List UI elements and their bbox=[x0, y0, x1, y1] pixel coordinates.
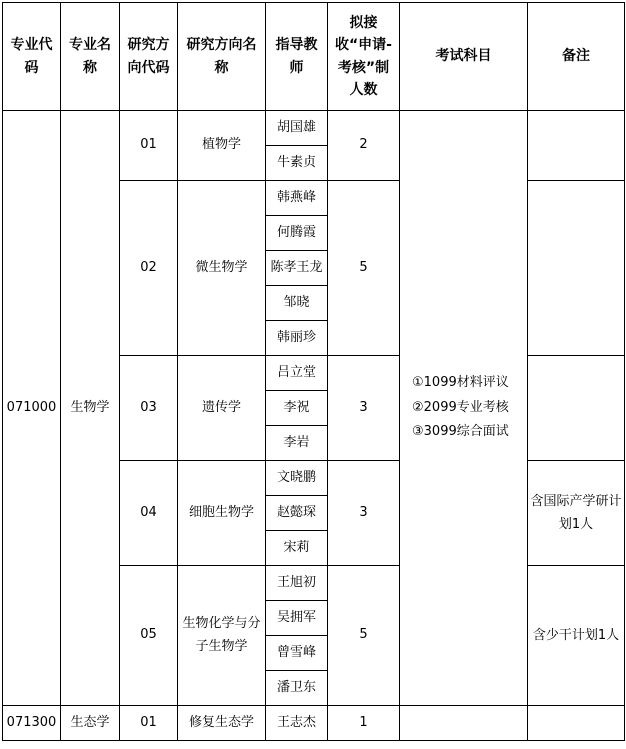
direction-code-cell: 03 bbox=[120, 356, 178, 461]
count-cell: 1 bbox=[328, 706, 400, 741]
header-planned-enrollment: 拟接收“申请-考核”制人数 bbox=[328, 3, 400, 111]
direction-name-cell: 细胞生物学 bbox=[178, 461, 266, 566]
remark-cell bbox=[528, 706, 625, 741]
supervisor-cell: 牛素贞 bbox=[266, 146, 328, 181]
exam-subjects-cell bbox=[400, 111, 528, 706]
header-supervisor: 指导教师 bbox=[266, 3, 328, 111]
supervisor-cell: 赵懿琛 bbox=[266, 496, 328, 531]
supervisor-cell: 胡国雄 bbox=[266, 111, 328, 146]
direction-name-cell: 生物化学与分子生物学 bbox=[178, 566, 266, 706]
supervisor-cell: 李岩 bbox=[266, 426, 328, 461]
direction-name-cell: 微生物学 bbox=[178, 181, 266, 356]
count-cell: 3 bbox=[328, 356, 400, 461]
count-cell: 2 bbox=[328, 111, 400, 181]
major-code-cell: 071000 bbox=[3, 111, 61, 706]
supervisor-cell: 邹晓 bbox=[266, 286, 328, 321]
supervisor-cell: 韩燕峰 bbox=[266, 181, 328, 216]
remark-cell bbox=[528, 111, 625, 181]
direction-name-cell: 修复生态学 bbox=[178, 706, 266, 741]
supervisor-cell: 陈孝王龙 bbox=[266, 251, 328, 286]
supervisor-cell: 何腾霞 bbox=[266, 216, 328, 251]
exam-subjects-cell bbox=[400, 706, 528, 741]
count-cell: 5 bbox=[328, 181, 400, 356]
header-direction-code: 研究方向代码 bbox=[120, 3, 178, 111]
direction-code-cell: 01 bbox=[120, 111, 178, 181]
table-row bbox=[3, 111, 625, 146]
supervisor-cell: 宋莉 bbox=[266, 531, 328, 566]
direction-name-cell: 遗传学 bbox=[178, 356, 266, 461]
header-major-code: 专业代码 bbox=[3, 3, 61, 111]
remark-cell bbox=[528, 356, 625, 461]
count-cell: 5 bbox=[328, 566, 400, 706]
exam-subject-2: ②2099专业考核 bbox=[412, 399, 509, 415]
supervisor-cell: 韩丽珍 bbox=[266, 321, 328, 356]
supervisor-cell: 吕立堂 bbox=[266, 356, 328, 391]
direction-code-cell: 05 bbox=[120, 566, 178, 706]
header-remarks: 备注 bbox=[528, 3, 625, 111]
remark-cell: 含少干计划1人 bbox=[528, 566, 625, 706]
supervisor-cell: 吴拥军 bbox=[266, 601, 328, 636]
header-direction-name: 研究方向名称 bbox=[178, 3, 266, 111]
supervisor-cell: 潘卫东 bbox=[266, 671, 328, 706]
supervisor-cell: 李祝 bbox=[266, 391, 328, 426]
direction-code-cell: 01 bbox=[120, 706, 178, 741]
remark-cell: 含国际产学研计划1人 bbox=[528, 461, 625, 566]
supervisor-cell: 王旭初 bbox=[266, 566, 328, 601]
table-row bbox=[3, 706, 625, 741]
direction-name-cell: 植物学 bbox=[178, 111, 266, 181]
enrollment-table bbox=[2, 2, 625, 741]
exam-subject-3: ③3099综合面试 bbox=[412, 424, 509, 440]
major-name-cell: 生态学 bbox=[61, 706, 120, 741]
major-code-cell: 071300 bbox=[3, 706, 61, 741]
count-cell: 3 bbox=[328, 461, 400, 566]
header-major-name: 专业名称 bbox=[61, 3, 120, 111]
supervisor-cell: 曾雪峰 bbox=[266, 636, 328, 671]
supervisor-cell: 王志杰 bbox=[266, 706, 328, 741]
header-exam-subjects: 考试科目 bbox=[400, 3, 528, 111]
major-name-cell: 生物学 bbox=[61, 111, 120, 706]
supervisor-cell: 文晓鹏 bbox=[266, 461, 328, 496]
exam-subject-1: ①1099材料评议 bbox=[412, 374, 509, 390]
remark-cell bbox=[528, 181, 625, 356]
direction-code-cell: 04 bbox=[120, 461, 178, 566]
header-row bbox=[3, 3, 625, 111]
direction-code-cell: 02 bbox=[120, 181, 178, 356]
